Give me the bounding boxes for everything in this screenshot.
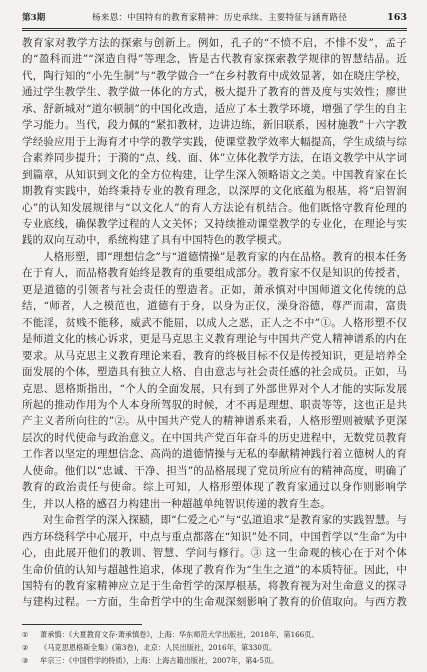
footnote	[22, 628, 407, 641]
footnote	[22, 654, 407, 667]
footnote-mark: ③	[22, 656, 29, 665]
running-header	[22, 9, 407, 27]
paragraph: 教育家对教学方法的探索与创新上。例如，孔子的“不愤不启，不悱不发”，孟子的“盈科而进”“深造自得”等理念，皆是古代教育家探索教学规律的智慧结晶。近代，陶行知的“小先生制”与“教学做合一”在乡村教育中成效显著，如在晓庄学校，通过学生教学生、教学做一体化的方式，极大提升了教育的普及度与实效性；廖世承、舒新城对“道尔顿制”的中国化改造，适应了本土教学环境，增强了学生的自主学习能力。当代，段力佩的“紧扣教材，边讲边练，新旧联系，因材施教”十六字教学经验应用于上海育才中学的教学实践，使课堂教学效率大幅提高，学生成绩与综合素养同步提升；于漪的“点、线、面、体”立体化教学方法，在语文教学中从字词到篇章，从知识到文化的全方位构建，让学生深入领略语文之美。中国教育家在长期教育实践中，始终秉持专业的教育理念，以深厚的文化底蕴为根基，将“启智润心”的认知发展规律与“以文化人”的育人方法论有机结合。他们既恪守教育伦理的专业底线，确保教学过程的人文关怀；又持续推动课堂教学的专业化，在理论与实践的双向互动中，系统构建了具有中国特色的教学模式。	[22, 37, 407, 247]
article-body	[22, 35, 407, 610]
paragraph: 人格形塑，即“理想信念”与“道德情操”是教育家的内在品格。教育的根本任务在于育人，而品格教育始终是教育的重要组成部分。教育家不仅是知识的传授者，更是道德的引领者与社会责任的塑造者。正如，萧承慎对中国师道文化传统的总结，“师者，人之模范也，道德有于身，以身为正仪，澡身浴德，尊严而肃，富贵不能淫，贫贱不能移，威武不能屈，以成人之恶，正人之不中”①。人格形塑不仅是师道文化的核心诉求，更是马克思主义教育理论与中国共产党人精神谱系的内在要求。从马克思主义教育理论来看，教育的终极目标不仅是传授知识，更是培养全面发展的个体，塑造具有独立人格、自由意志与社会责任感的社会成员。正如，马克思、恩格斯指出，“个人的全面发展，只有到了外部世界对个人才能的实际发展所起的推动作用为个人本身所驾驭的时候，才不再是理想、职责等等，这也正是共产主义者所向往的”②。从中国共产党人的精神谱系来看，人格形塑则被赋予更深层次的时代使命与政治意义。在中国共产党百年奋斗的历史进程中，无数党员教育工作者以坚定的理想信念、高尚的道德情操与无私的奉献精神践行着立德树人的育人使命。他们以“忠诚、干净、担当”的品格展现了党员所应有的精神高度，明确了教育的政治责任与使命。综上可知，人格形塑体现了教育家通过以身作则影响学生，并以人格的感召力构建出一种超越单纯智识传递的教育生态。	[22, 250, 407, 510]
footnote-mark: ②	[22, 643, 29, 652]
footnote-text: 《马克思恩格斯全集》(第3卷)，北京：人民出版社，2016年，第330页。	[40, 643, 277, 652]
running-title: 杨来恩：中国特有的教育家精神：历史承续、主要特征与涵育路径	[92, 13, 348, 23]
paragraph: 对生命哲学的深入探赜，即“仁爱之心”与“弘道追求”是教育家的实践智慧。与西方环绕科学中心展开，中点与重点都落在“知识”处不同，中国哲学以“生命”为中心，由此展开他们的教训、智慧、学问与修行。③ 这一生命观的核心在于对个体生命价值的认知与超越性追求，体现了教育作为“生生之道”的本质特征。因此，中国特有的教育家精神应立足于生命哲学的深厚根基，将教育视为对生命意义的探寻与建构过程。一方面，生命哲学中的生命观深刻影响了教育的价值取向。与西方教	[22, 514, 407, 609]
page-number: 163	[387, 12, 407, 23]
footnote	[22, 641, 407, 654]
header-rule-thin	[22, 30, 407, 31]
footnote-rule	[22, 624, 142, 625]
footnote-text: 萧承慎：《大夏教育文存·萧承慎卷》，上海：华东师范大学出版社，2018年，第166页。	[40, 630, 319, 639]
issue-number: 第3期	[22, 13, 46, 23]
footnote-text: 牟宗三：《中国哲学的特质》，上海：上海古籍出版社，2007年，第4-5页。	[40, 656, 279, 665]
header-rule	[22, 28, 407, 29]
footnotes	[22, 628, 407, 667]
footnote-mark: ①	[22, 630, 29, 639]
